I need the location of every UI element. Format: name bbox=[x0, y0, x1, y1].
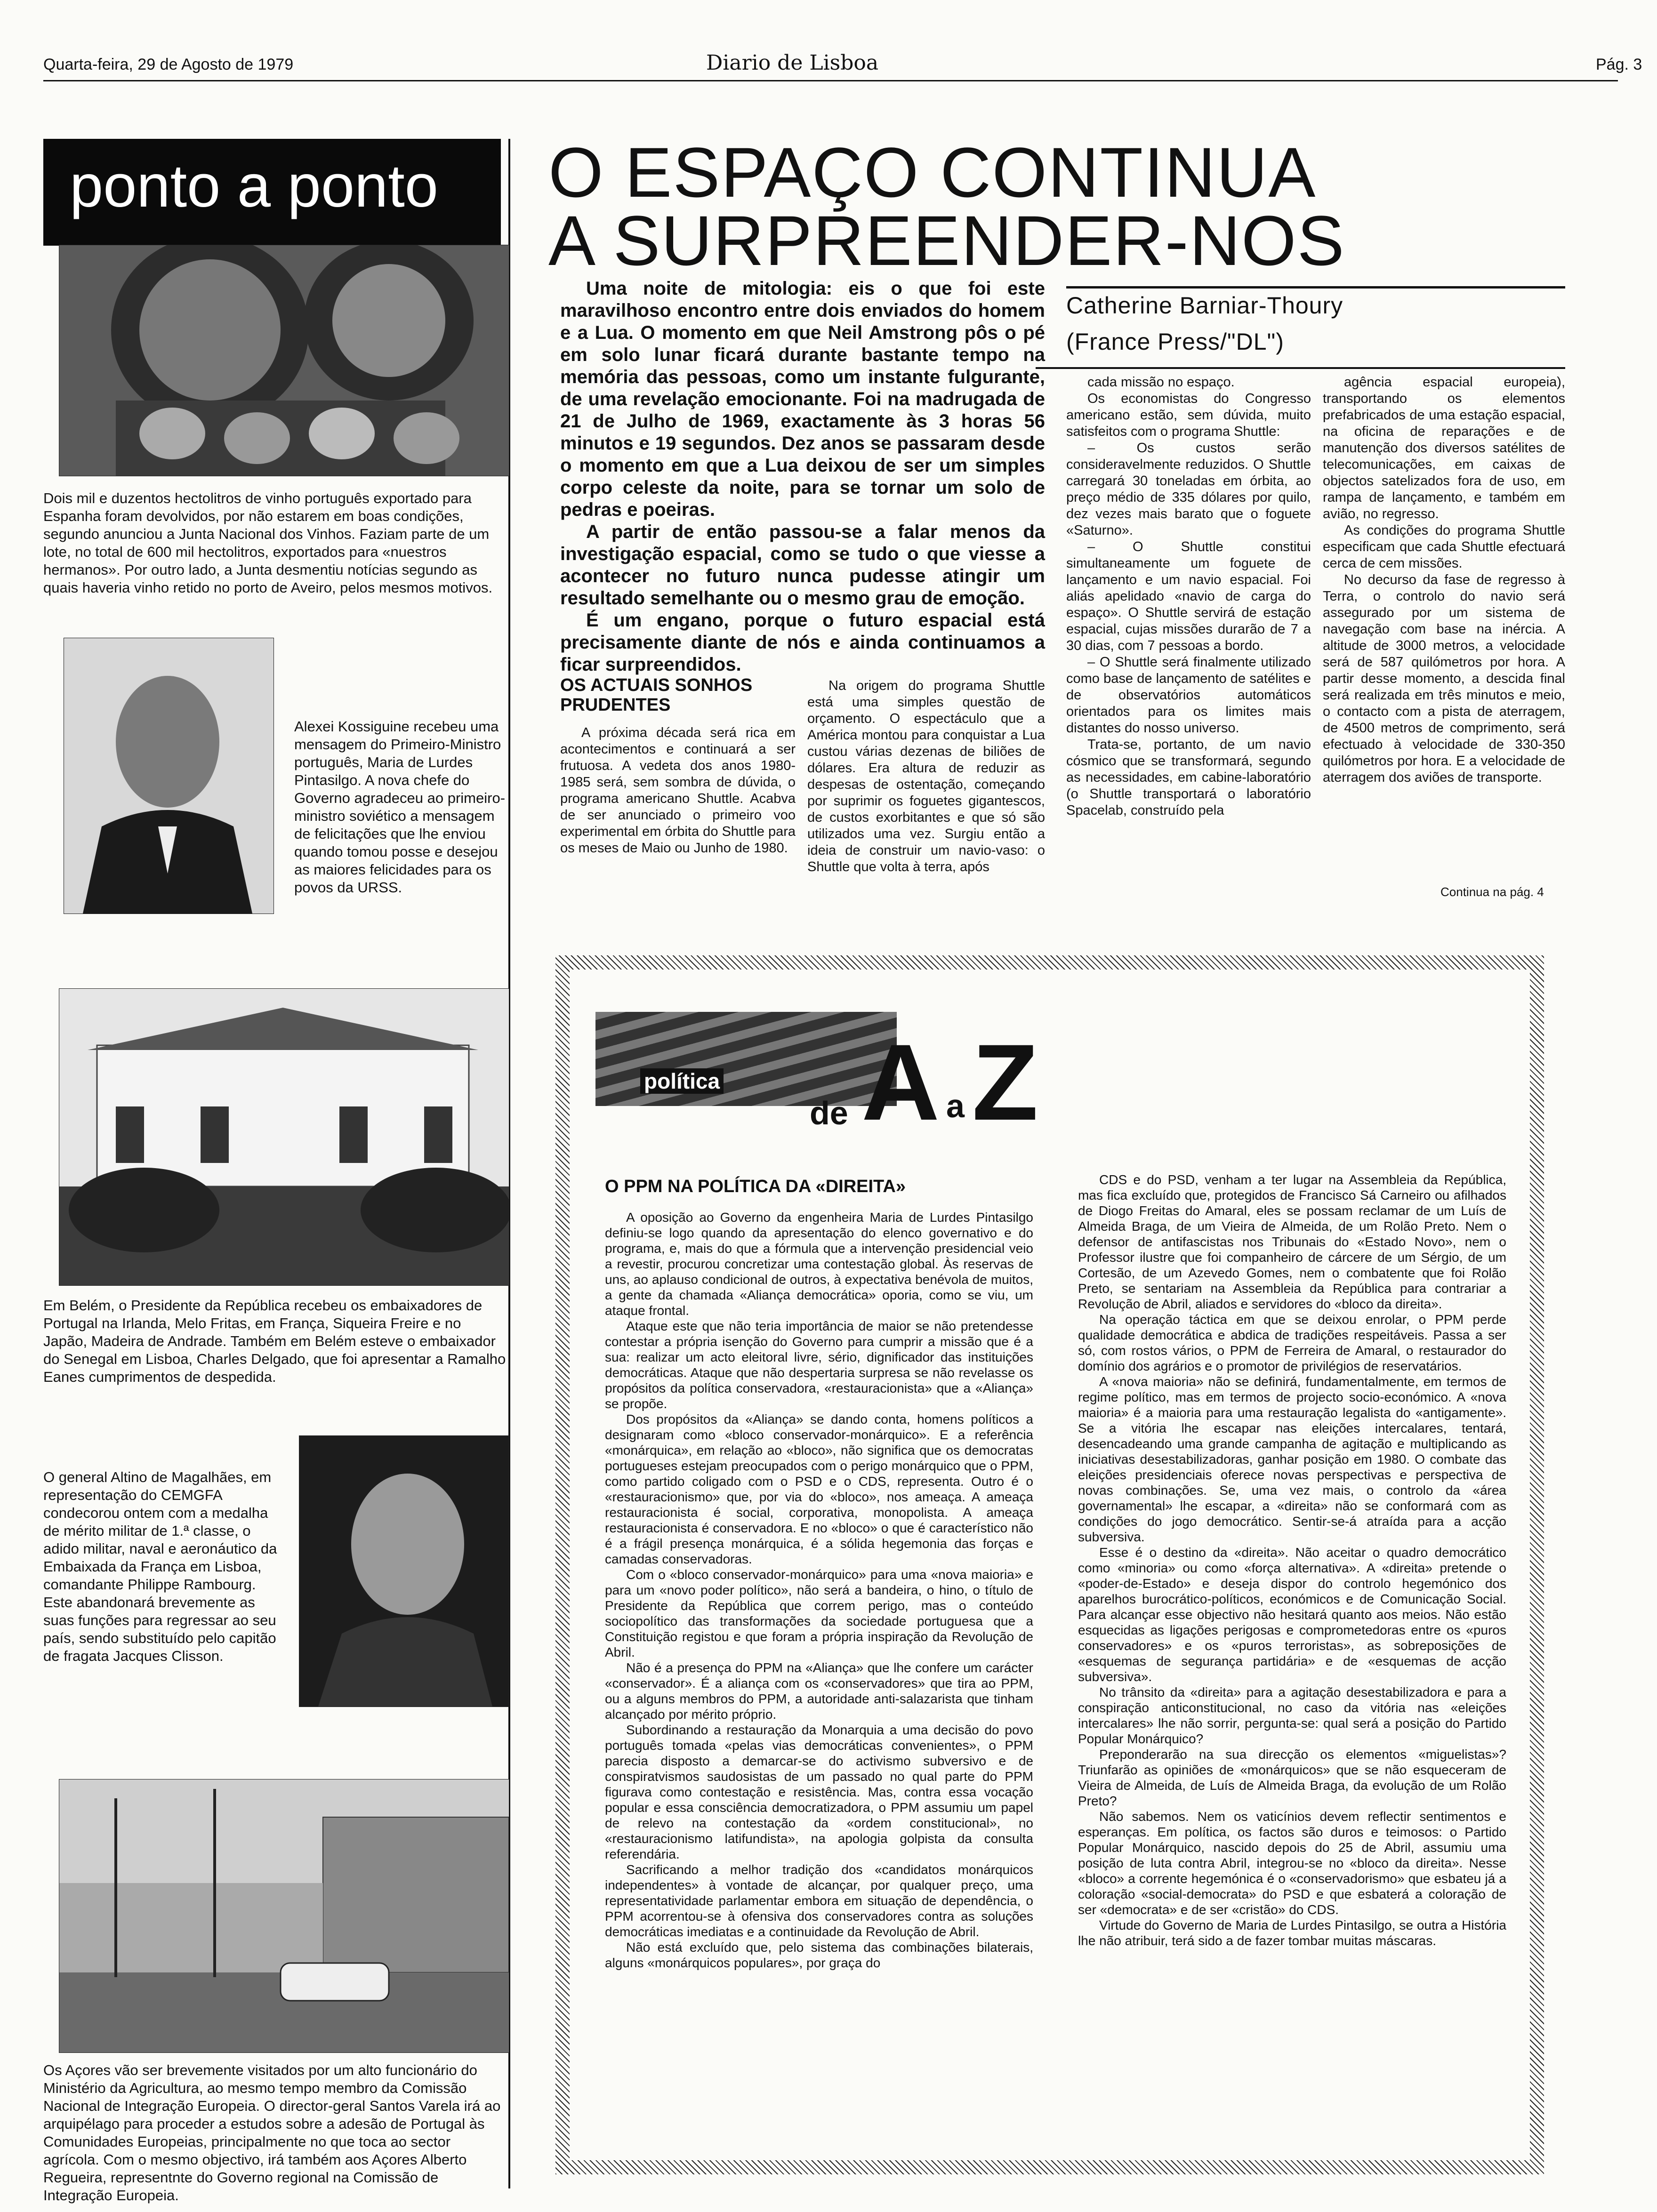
publication-date: Quarta-feira, 29 de Agosto de 1979 bbox=[43, 56, 294, 73]
body-paragraph: Subordinando a restauração da Monarquia a uma decisão do povo português tomada «pelas vias democráticas convenientes», o PPM parecia disposto a demarcar-se do activismo subversivo e de conspiratvismos saudosistas de um passado no qual parte do PPM figurava como contestação e resistência. Mas, contra essa vocação popular e essa consciência democratizadora, o PPM assumiu um papel de relevo na contestação da «ordem constitucional», no «restauracionismo latifundista», na apologia golpista da consulta referendária. bbox=[605, 1723, 1033, 1861]
logo-small-a: a bbox=[946, 1088, 965, 1124]
logo-letter-a: A bbox=[861, 1022, 940, 1143]
byline-author: Catherine Barniar-Thoury bbox=[1066, 292, 1343, 319]
kossiguine-portrait bbox=[64, 638, 274, 914]
section-banner bbox=[43, 139, 501, 246]
caption-general: O general Altino de Magalhães, em representação do CEMGFA condecorou ontem com a medalha de mérito militar de 1.ª classe, o adido militar, naval e aeronáutico da Embaixada da França em Lisboa, comandante Philippe Rambourg. Este abandonará brevemente as suas funções para regressar ao seu país, sendo substituído pelo capitão de fragata Jacques Clisson. bbox=[43, 1469, 277, 1664]
ppm-col1 bbox=[605, 1210, 1033, 1971]
body-paragraph: A «nova maioria» não se definirá, fundamentalmente, em termos de regime político, mas em termos de projecto socio-económico. A «nova maioria» é a maioria para uma restauração legalista do «antigamente». Se a vitória lhe escapar nas eleições intercalares, tentará, desencadeando uma grande campanha de agitação e multiplicando as iniciativas desestabilizadoras, ganhar posição em 1980. O combate das eleições presidenciais oferece novas perspectivas e perspectiva de novas combinações. Se, uma vez mais, o controlo da «área governamental» lhe escapar, a «direita» não se conformará com as condições do jogo democrático. Sentir-se-á atraída para a acção subversiva. bbox=[1078, 1374, 1506, 1544]
article-lead bbox=[560, 278, 1045, 676]
wine-barrels-photo bbox=[59, 245, 509, 476]
continue-link[interactable]: Continua na pág. 4 bbox=[1440, 885, 1544, 899]
article-subhead: OS ACTUAIS SONHOS PRUDENTES bbox=[560, 675, 753, 715]
body-paragraph: Não sabemos. Nem os vaticínios devem reflectir sentimentos e esperanças. Em política, os factos são duros e teimosos: o Partido Popular Monárquico, nascido depois do 25 de Abril, assumiu uma posição de luta contra Abril, integrou-se no «bloco da direita». Nesse «bloco» a corrente hegemónica é o «conservadorismo» que esbateu já a coloração «social-democrata» do PSD e que esbaterá a coloração de ser «democrata» e de ser «cristão» do CDS. bbox=[1078, 1809, 1506, 1917]
byline-rule bbox=[1066, 286, 1565, 289]
body-paragraph: agência espacial europeia), transportando os elementos prefabricados de uma estação espacial, na oficina de reparações e de manutenção dos diversos satélites de telecomunicações, em caixas de objectos satelizados fora de uso, em rampa de lançamento, e também em avião, no regresso. bbox=[1323, 375, 1565, 521]
body-paragraph: Trata-se, portanto, de um navio cósmico que se transformará, segundo as necessidades, em cabine-laboratório (o Shuttle transportará o laboratório Spacelab, construído pela bbox=[1066, 737, 1311, 818]
ppm-col2 bbox=[1078, 1172, 1506, 1948]
body-paragraph: Não é a presença do PPM na «Aliança» que lhe confere um carácter «conservador». É a aliança com os «conservadores» que tira ao PPM, ou a alguns membros do PPM, a autoridade anti-salazarista que tinham alcançado por mérito próprio. bbox=[605, 1660, 1033, 1722]
caption-belem: Em Belém, o Presidente da República recebeu os embaixadores de Portugal na Irlanda, Melo Fritas, em França, Siqueira Freire e no Japão, Madeira de Andrade. Também em Belém esteve o embaixador do Senegal em Lisboa, Charles Delgado, que foi apresentar a Ramalho Eanes cumprimentos de despedida. bbox=[43, 1297, 506, 1385]
caption-kossiguine: Alexei Kossiguine recebeu uma mensagem do Primeiro-Ministro português, Maria de Lurdes Pintasilgo. A nova chefe do Governo agradeceu ao primeiro-ministro soviético a mensagem de felicitações que lhe enviou quando tomou posse e desejou as maiores felicidades para os povos da URSS. bbox=[294, 718, 506, 896]
body-paragraph: – O Shuttle será finalmente utilizado como base de lançamento de satélites e de observatórios automáticos orientados para os limites mais distantes do nosso universo. bbox=[1066, 655, 1311, 736]
body-paragraph: CDS e do PSD, venham a ter lugar na Assembleia da República, mas fica excluído que, protegidos de Francisco Sá Carneiro ou afilhados de Diogo Freitas do Amaral, eles se possam reclamar de um Luís de Almeida Braga, de um Vieira de Almeida, de um Rolão Preto. Nem o defensor de antifascistas nos Tribunais do «Estado Novo», nem o Professor ilustre que foi companheiro de cárcere de um Sérgio, de um Cortesão, de um Azevedo Gomes, nem o combatente que foi Rolão Preto, se sentariam na Assembleia da República para contrariar a Revolução de Abril, aliados e servidores do «bloco da direita». bbox=[1078, 1172, 1506, 1311]
body-paragraph: Preponderarão na sua direcção os elementos «miguelistas»? Triunfarão as opiniões de «monárquicos» que se não esqueceram de Vieira de Almeida, de Luís de Almeida Braga, da evolução de um Rolão Preto? bbox=[1078, 1747, 1506, 1808]
body-paragraph: cada missão no espaço. bbox=[1087, 375, 1235, 390]
body-paragraph: Na operação táctica em que se deixou enrolar, o PPM perde qualidade democrática e abdica de tradições respeitáveis. Passa a ser só, com rostos vários, o PPM de Ferreira de Amaral, o restaurador do domínio dos agrários e o promotor de privilégios de reservatários. bbox=[1078, 1312, 1506, 1373]
body-paragraph: – Os custos serão consideravelmente reduzidos. O Shuttle carregará 30 toneladas em órbita, ao preço médio de 335 dólares por quilo, dez vezes mais barato que o foguete «Saturno». bbox=[1066, 441, 1311, 538]
body-paragraph: Não está excluído que, pelo sistema das combinações bilaterais, alguns «monárquicos populares», por graça do bbox=[605, 1940, 1033, 1970]
general-portrait bbox=[299, 1435, 509, 1707]
article-headline-line2: A SURPREENDER-NOS bbox=[548, 201, 1345, 280]
body-paragraph: Ataque este que não teria importância de maior se não pretendesse contestar a própria isenção do Governo para cumprir a missão que é a sua: realizar um acto eleitoral livre, sério, dignificador das instituições democráticas. Ataque que não despertaria surpresa se não revelasse os propósitos da política conservadora, «restauracionista» que a «Aliança» se propõe. bbox=[605, 1319, 1033, 1411]
politica-logo bbox=[595, 1012, 1052, 1158]
body-paragraph: Com o «bloco conservador-monárquico» para uma «nova maioria» e para um «novo poder político», não será a bandeira, o hino, o título de Presidente da República que correm perigo, mas o conteúdo sociopolítico das transformações da sociedade portuguesa que a Constituição registou e que foram a própria inspiração da Revolução de Abril. bbox=[605, 1567, 1033, 1659]
lead-paragraph: É um engano, porque o futuro espacial está precisamente diante de nós e ainda continuamos a ficar surpreendidos. bbox=[560, 610, 1045, 675]
caption-azores: Os Açores vão ser brevemente visitados por um alto funcionário do Ministério da Agricultura, ao mesmo tempo membro da Comissão Nacional de Integração Europeia. O director-geral Santos Varela irá ao arquipélago para proceder a estudos sobre a adesão de Portugal às Comunidades Europeias, principalmente no que toca ao sector agrícola. Com o mesmo objectivo, irá também aos Açores Alberto Regueira, representnte do Governo regional na Comissão de Integração Europeia. bbox=[43, 2062, 501, 2204]
page-number: Pág. 3 bbox=[1596, 56, 1642, 73]
ppm-title: O PPM NA POLÍTICA DA «DIREITA» bbox=[605, 1177, 906, 1196]
body-paragraph: Esse é o destino da «direita». Não aceitar o quadro democrático como «minoria» ou como «força alternativa». A «direita» pretende o «poder-de-Estado» e deseja dispor do controlo hegemónico dos aparelhos burocrático-políticos, económicos e de Comunicação Social. Para alcançar esse objectivo não hesitará quanto aos meios. Não estão esquecidas as ligações perigosas e comprometedoras entre os «puros conservadores» e os «puros terroristas», as sobreposições de «esquemas de segurança partidária» e de «esquemas de acção subversiva». bbox=[1078, 1545, 1506, 1684]
body-paragraph: – O Shuttle constitui simultaneamente um foguete de lançamento e um navio espacial. Foi aliás apelidado «navio de carga do espaço». O Shuttle servirá de estação espacial, cujas missões durarão de 7 a 30 dias, com 7 pessoas a bordo. bbox=[1066, 539, 1311, 653]
caption-wine: Dois mil e duzentos hectolitros de vinho português exportado para Espanha foram devolvidos, por não estarem em boas condições, segundo anunciou a Junta Nacional dos Vinhos. Faziam parte de um lote, no total de 600 mil hectolitros, exportados para «nuestros hermanos». Por outro lado, a Junta desmentiu notícias segundo as quais haveria vinho retido no porto de Aveiro, pelos mesmos motivos. bbox=[43, 490, 493, 596]
newspaper-title: Diario de Lisboa bbox=[706, 51, 879, 75]
body-paragraph: Os economistas do Congresso americano estão, sem dúvida, muito satisfeitos com o programa Shuttle: bbox=[1066, 391, 1311, 439]
article-headline-line1: O ESPAÇO CONTINUA bbox=[548, 133, 1317, 212]
article-col2 bbox=[807, 678, 1045, 875]
article-col1 bbox=[560, 725, 796, 857]
body-paragraph: As condições do programa Shuttle especificam que cada Shuttle efectuará cerca de cem missões. bbox=[1323, 523, 1565, 571]
header-rule bbox=[43, 80, 1618, 81]
body-paragraph: Sacrificando a melhor tradição dos «candidatos monárquicos independentes» à vontade de alcançar, por qualquer preço, uma representatividade parlamentar embora em situação de dependência, o PPM acorrentou-se à ofensiva dos conservadores contra as soluções democráticas imediatas e a continuidade da Revolução de Abril. bbox=[605, 1862, 1033, 1939]
lead-paragraph: A partir de então passou-se a falar menos da investigação espacial, como se tudo o que viesse a acontecer no futuro nunca pudesse atingir um resultado semelhante ou o mesmo grau de emoção. bbox=[560, 521, 1045, 609]
logo-letter-z: Z bbox=[972, 1022, 1038, 1143]
body-paragraph: A próxima década será rica em acontecimentos e continuará a ser frutuosa. A vedeta dos anos 1980-1985 será, sem sombra de dúvida, o programa americano Shuttle. Acabva de ser anunciado o primeiro voo experimental em órbita do Shuttle para os meses de Maio ou Junho de 1980. bbox=[560, 725, 796, 856]
article-col4 bbox=[1323, 374, 1565, 786]
article-col3 bbox=[1066, 374, 1311, 819]
logo-de: de bbox=[810, 1095, 848, 1131]
body-paragraph: Dos propósitos da «Aliança» se dando conta, homens políticos a designaram como «bloco conservador-monárquico». E a referência «monárquica», em relação ao «bloco», não significa que os democratas portugueses estejam preocupados com o perigo monárquico que o PPM, como partido coligado com o PSD e o CDS, representa. Outro é o «restauracionismo» que, por via do «bloco», nos ameaça. A ameaça restauracionista é social, corporativa, monopolista. A ameaça restauracionista é conservadora. E no «bloco» o que é característico não é a frágil presença monárquica, é a sólida hegemonia das forças e camadas conservadoras. bbox=[605, 1412, 1033, 1566]
section-title: ponto a ponto bbox=[70, 152, 438, 220]
belem-palace-photo bbox=[59, 988, 509, 1286]
body-paragraph: A oposição ao Governo da engenheira Maria de Lurdes Pintasilgo definiu-se logo quando da apresentação do elenco governativo e do programa, e, mais do que a fórmula que a intervenção presidencial veio a revestir, procurou concretizar uma contestação global. Às reservas de uns, ao aplauso condicional de outros, à expectativa benévola de muitos, a gente da chamada «Aliança democrática» oporia, como se viu, um ataque frontal. bbox=[605, 1210, 1033, 1318]
body-paragraph: Na origem do programa Shuttle está uma simples questão de orçamento. O espectáculo que a América montou para conquistar a Lua custou várias dezenas de biliões de dólares. Era altura de reduzir as despesas de ostentação, começando por suprimir os foguetes gigantescos, de custos exorbitantes e que só são utilizados uma vez. Surgiu então a ideia de construir um navio-vaso: o Shuttle que volta à terra, após bbox=[807, 678, 1045, 874]
byline-agency: (France Press/"DL") bbox=[1066, 329, 1284, 355]
body-paragraph: No trânsito da «direita» para a agitação desestabilizadora e para a conspiração anticonstitucional, no caso da vitória nas «eleições intercalares» lhe não sorrir, pergunta-se: qual será a posição do Partido Popular Monárquico? bbox=[1078, 1685, 1506, 1746]
logo-word: política bbox=[640, 1068, 724, 1094]
byline-rule-bottom bbox=[1036, 367, 1565, 369]
body-paragraph: Virtude do Governo de Maria de Lurdes Pintasilgo, se outra a História lhe não atribuir, terá sido a de fazer tombar muitas máscaras. bbox=[1078, 1918, 1506, 1948]
azores-street-photo bbox=[59, 1779, 509, 2053]
body-paragraph: No decurso da fase de regresso à Terra, o controlo do navio será assegurado por um sistema de navegação com base na inércia. A altitude de 3000 metros, a velocidade será de 587 quilómetros por hora. A partir desse momento, a descida final será realizada em três minutos e meio, o contacto com a pista de aterragem, de 4500 metros de comprimento, será efectuado à velocidade de 330-350 quilómetros por hora. E a velocidade de aterragem dos aviões de transporte. bbox=[1323, 572, 1565, 785]
lead-paragraph: Uma noite de mitologia: eis o que foi este maravilhoso encontro entre dois enviados do homem e a Lua. O momento em que Neil Amstrong pôs o pé em solo lunar ficará durante bastante tempo na memória das pessoas, como um instante fulgurante, de uma revelação emocionante. Foi na madrugada de 21 de Julho de 1969, exactamente às 3 horas 56 minutos e 19 segundos. Dez anos se passaram desde o momento em que a Lua deixou de ser um simples corpo celeste da noite, para se tornar um solo de pedras e poeiras. bbox=[560, 278, 1045, 520]
